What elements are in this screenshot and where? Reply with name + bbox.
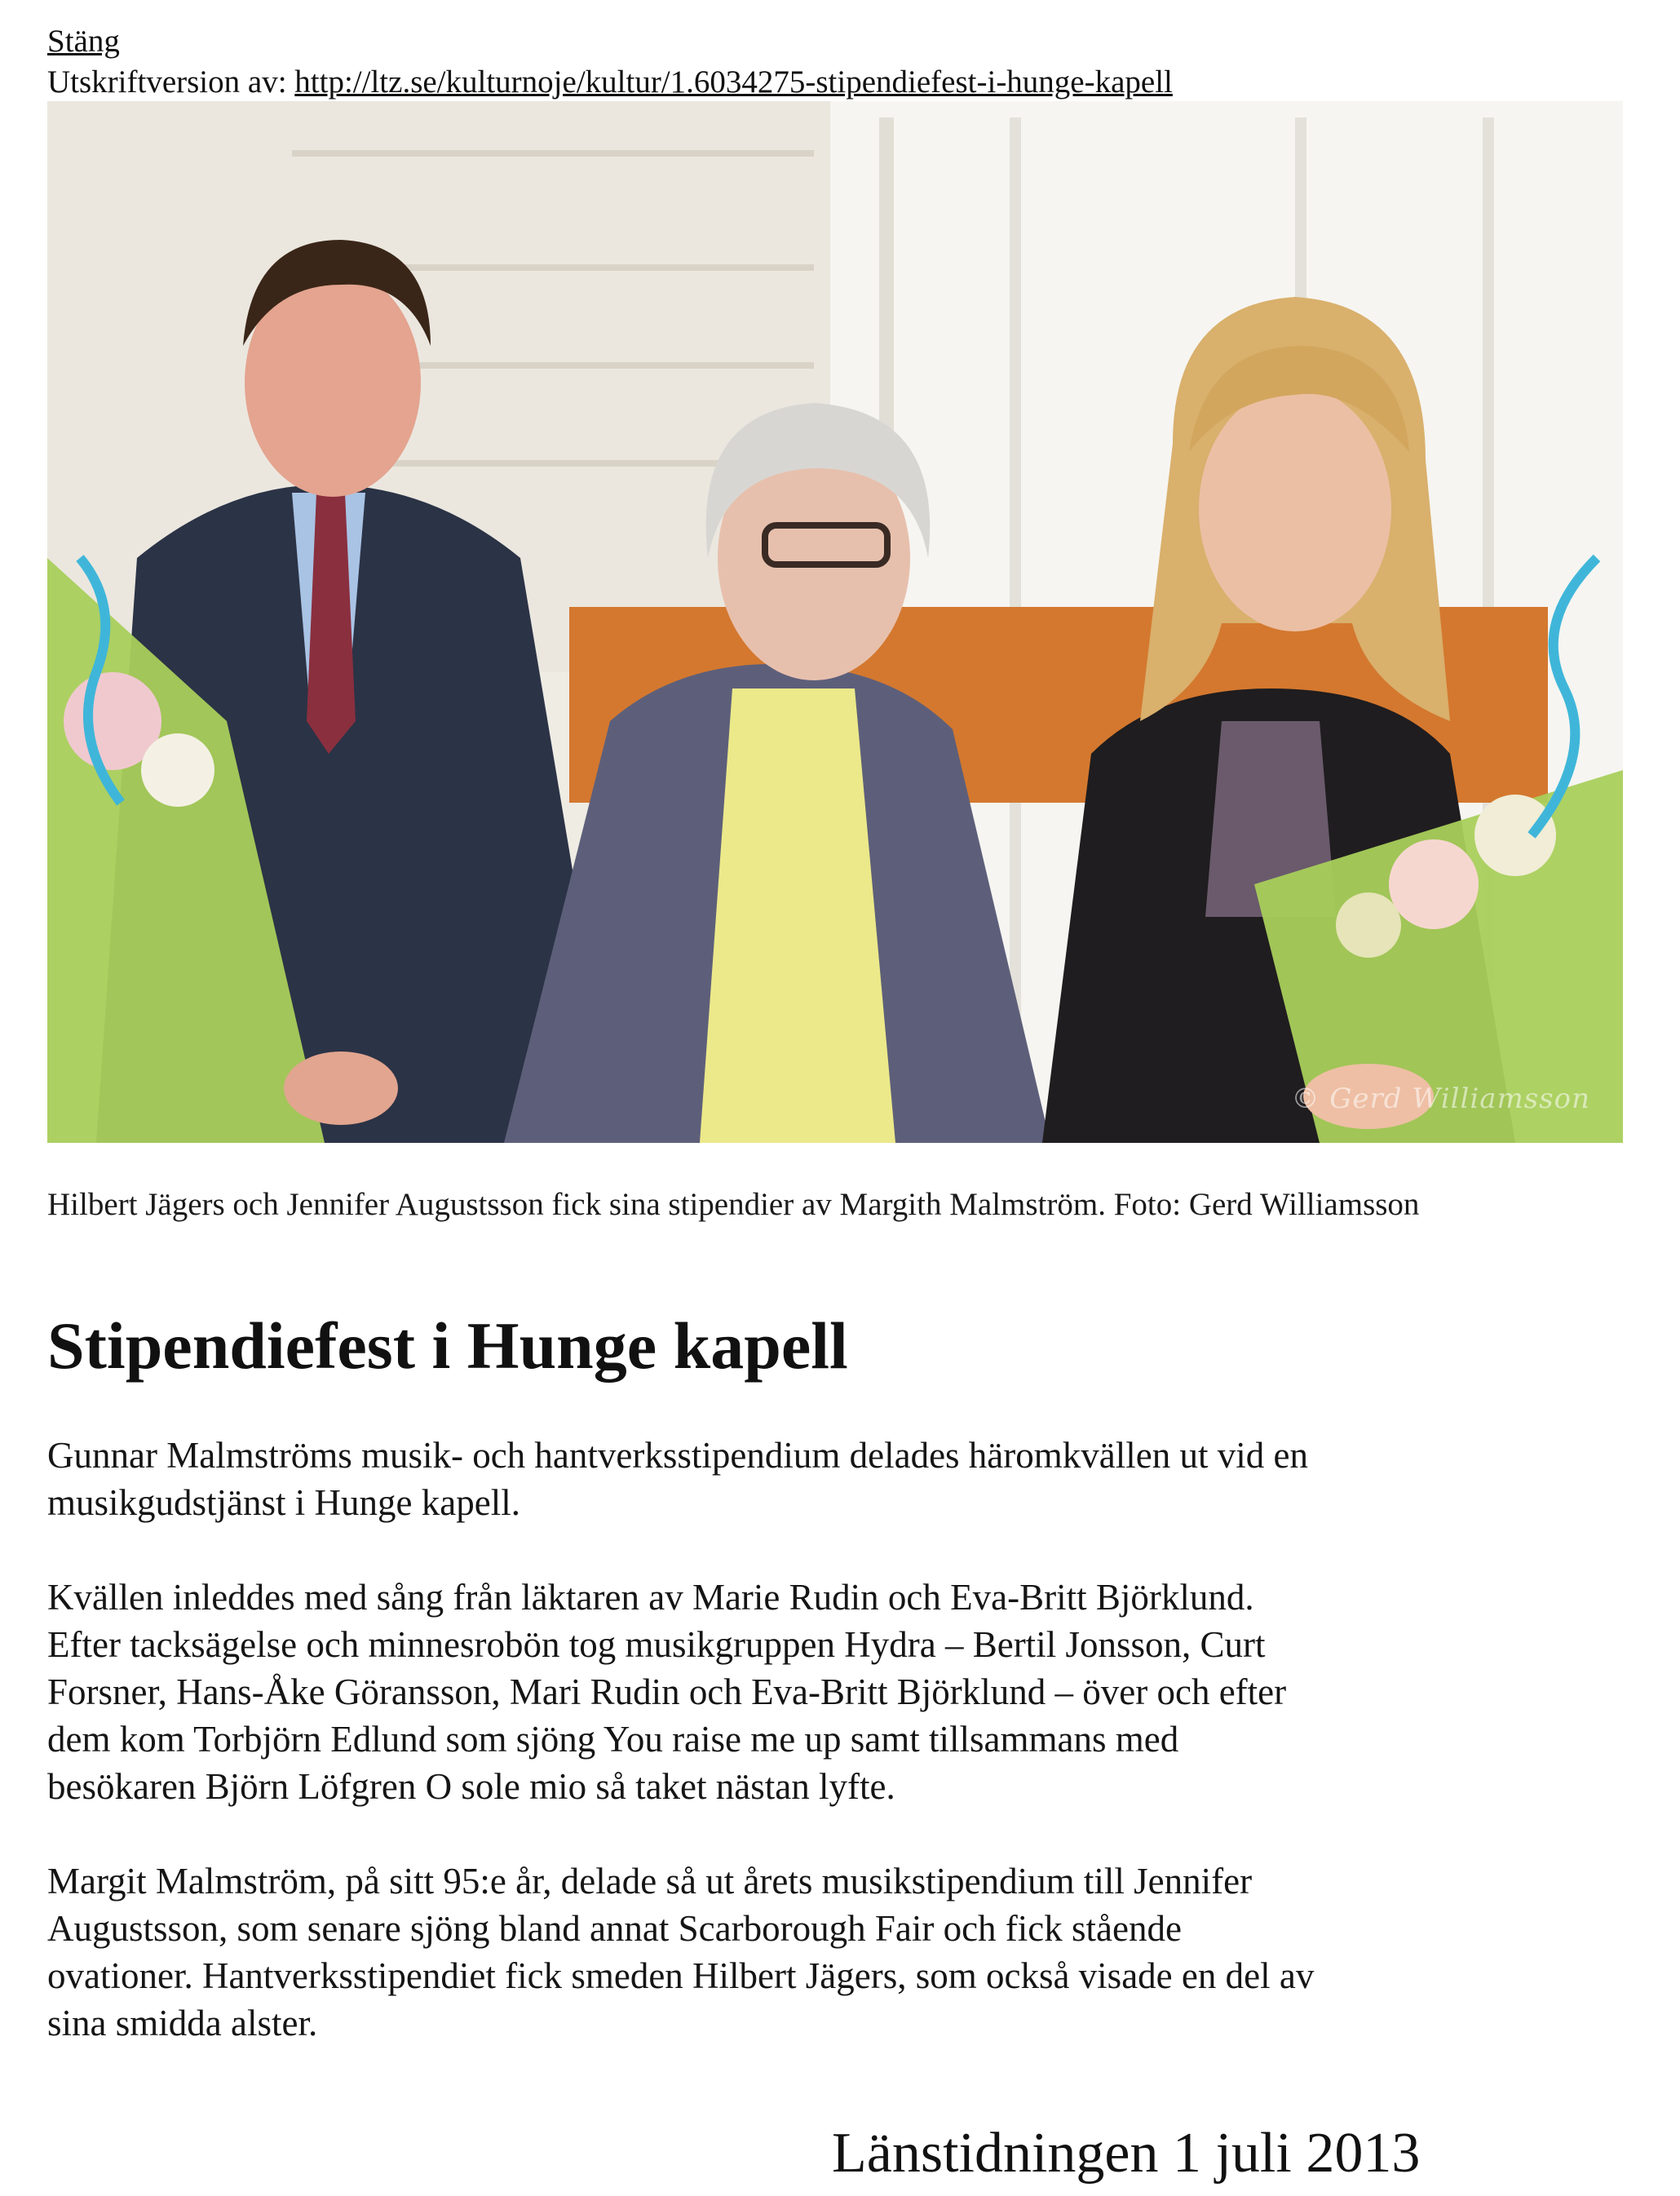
close-link[interactable]: Stäng xyxy=(47,24,120,59)
print-version-label: Utskriftversion av: xyxy=(47,64,295,100)
article-headline: Stipendiefest i Hunge kapell xyxy=(47,1308,848,1383)
article-paragraph: Kvällen inleddes med sång från läktaren av Marie Rudin och Eva-Britt Björklund. Efter tacksägelse och minnesrobön tog musikgruppen Hydra – Bertil Jonsson, Curt Forsner, Hans-Åke Göransson, Mari Rudin och Eva-Britt Björklund – över och efter dem kom Torbjörn Edlund som sjöng You raise me up samt tillsammans med besökaren Björn Löfgren O sole mio så taket nästan lyfte. xyxy=(47,1577,1287,1807)
article-photo xyxy=(47,101,1623,1143)
print-version-url-link[interactable]: http://ltz.se/kulturnoje/kultur/1.6034275-stipendiefest-i-hunge-kapell xyxy=(294,64,1173,100)
print-version-line xyxy=(47,62,1173,103)
article-paragraph: Gunnar Malmströms musik- och hantverksstipendium delades häromkvällen ut vid en musikgudstjänst i Hunge kapell. xyxy=(47,1435,1308,1523)
article-body xyxy=(47,1432,1320,2094)
photo-watermark: © Gerd Williamsson xyxy=(1291,1083,1590,1115)
photo-caption: Hilbert Jägers och Jennifer Augustsson fick sina stipendier av Margith Malmström. Foto: Gerd Williamsson xyxy=(47,1187,1420,1222)
photo-illustration xyxy=(47,101,1623,1143)
source-annotation: Länstidningen 1 juli 2013 xyxy=(832,2122,1421,2185)
top-links xyxy=(47,21,1173,103)
article-paragraph: Margit Malmström, på sitt 95:e år, delade så ut årets musikstipendium till Jennifer Augustsson, som senare sjöng bland annat Scarborough Fair och fick stående ovationer. Hantverksstipendiet fick smeden Hilbert Jägers, som också visade en del av sina smidda alster. xyxy=(47,1861,1315,2043)
